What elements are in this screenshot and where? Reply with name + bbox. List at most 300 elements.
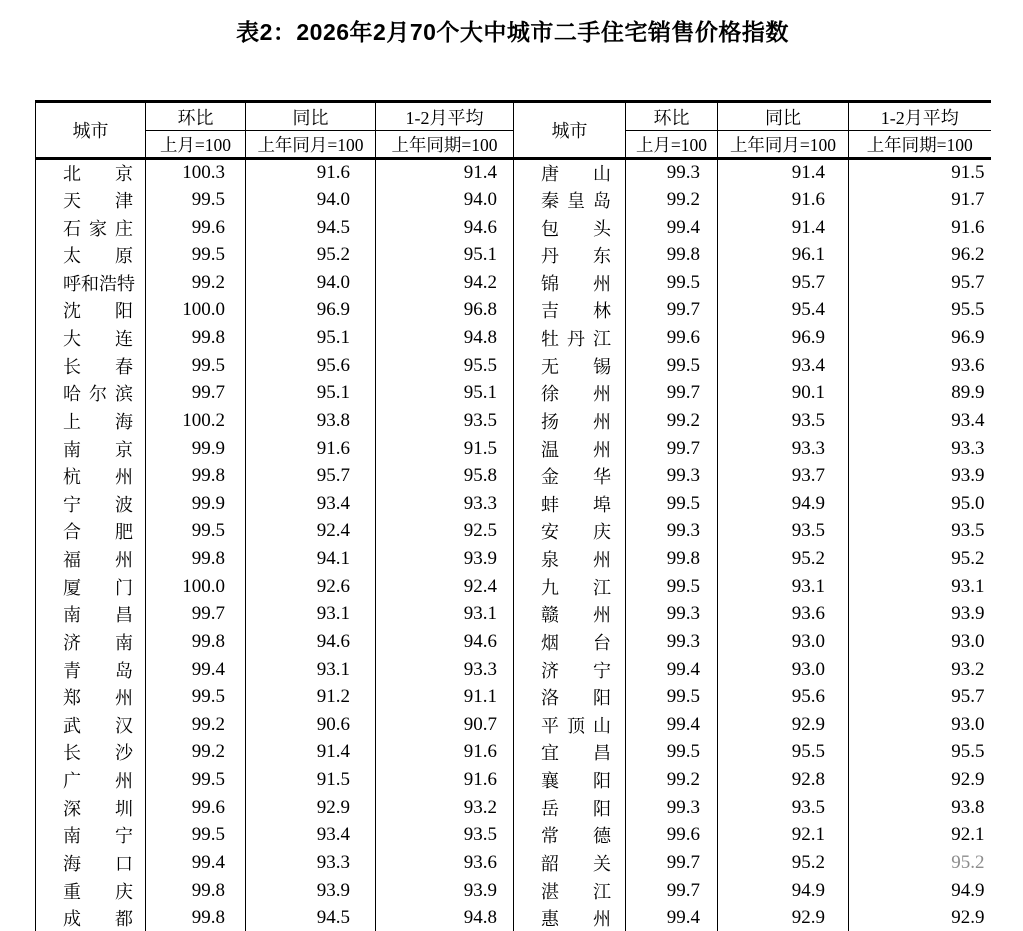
mom-value-right: 99.5	[626, 573, 718, 601]
city-cell-left	[36, 380, 146, 408]
mom-value-left: 100.0	[146, 573, 246, 601]
yoy-value-right: 95.2	[718, 545, 849, 573]
city-name	[63, 795, 133, 821]
mom-value-left: 99.5	[146, 683, 246, 711]
mom-value-right: 99.8	[626, 545, 718, 573]
city-name	[63, 684, 133, 710]
city-name	[541, 380, 611, 406]
city-cell-right	[514, 490, 626, 518]
city-name-char: 尔	[89, 384, 107, 405]
city-name	[63, 463, 133, 489]
avg-value-left: 92.5	[376, 518, 514, 546]
city-name	[63, 739, 133, 765]
city-name-char: 原	[115, 246, 133, 267]
avg-value-right: 93.6	[951, 354, 985, 376]
mom-value-right: 99.2	[626, 766, 718, 794]
avg-value-left: 91.6	[376, 739, 514, 767]
city-name-char: 无	[541, 356, 559, 377]
city-cell-right	[514, 407, 626, 435]
mom-value-right: 99.4	[626, 214, 718, 242]
table-row	[36, 794, 991, 822]
table-row	[36, 601, 991, 629]
city-name-char: 州	[115, 467, 133, 488]
mom-value-right: 99.5	[626, 739, 718, 767]
city-name-char: 郑	[63, 688, 81, 709]
city-name-char: 宁	[115, 826, 133, 847]
avg-value-left: 93.9	[376, 877, 514, 905]
avg-value-right: 94.9	[951, 879, 985, 901]
city-name	[541, 712, 611, 738]
city-cell-left	[36, 877, 146, 905]
yoy-value-left: 90.6	[246, 711, 376, 739]
city-name-char: 海	[115, 411, 133, 432]
avg-value-right: 93.9	[951, 465, 985, 487]
city-name-char: 皇	[567, 190, 585, 211]
mom-group-header-left: 环比	[146, 102, 246, 131]
city-name	[541, 850, 611, 876]
mom-value-right: 99.8	[626, 241, 718, 269]
city-name	[63, 657, 133, 683]
city-cell-left	[36, 904, 146, 931]
city-name-char: 牡	[541, 329, 559, 350]
city-name-char: 宜	[541, 743, 559, 764]
table-row	[36, 186, 991, 214]
avg-value-left: 93.9	[376, 545, 514, 573]
table-row	[36, 159, 991, 187]
city-name-char: 埠	[593, 494, 611, 515]
avg-value-right: 91.5	[951, 162, 985, 184]
city-name-char: 浩	[99, 273, 117, 294]
mom-value-left: 99.9	[146, 435, 246, 463]
city-name	[63, 436, 133, 462]
city-cell-right	[514, 545, 626, 573]
mom-value-left: 99.7	[146, 380, 246, 408]
mom-value-right: 99.6	[626, 324, 718, 352]
avg-value-right: 95.5	[951, 299, 985, 321]
avg-value-right: 93.1	[951, 575, 985, 597]
yoy-value-right: 94.9	[718, 490, 849, 518]
avg-value-right: 93.4	[951, 409, 985, 431]
city-name-char: 岛	[593, 190, 611, 211]
city-name	[63, 546, 133, 572]
avg-value-right: 93.9	[951, 603, 985, 625]
avg-value-left: 92.4	[376, 573, 514, 601]
avg-sub-header-left: 上年同期=100	[376, 131, 514, 159]
avg-value-right: 91.6	[951, 216, 985, 238]
city-cell-left	[36, 518, 146, 546]
mom-value-right: 99.7	[626, 380, 718, 408]
city-cell-right	[514, 159, 626, 187]
city-cell-left	[36, 159, 146, 187]
yoy-value-right: 93.5	[718, 794, 849, 822]
city-name	[63, 380, 133, 406]
city-name-char: 哈	[63, 384, 81, 405]
city-name-char: 长	[63, 743, 81, 764]
yoy-value-left: 91.4	[246, 739, 376, 767]
city-cell-left	[36, 297, 146, 325]
city-name-char: 沈	[63, 301, 81, 322]
city-name-char: 津	[115, 190, 133, 211]
yoy-value-right: 92.9	[718, 711, 849, 739]
city-cell-right	[514, 849, 626, 877]
mom-value-left: 99.5	[146, 766, 246, 794]
city-name	[63, 629, 133, 655]
mom-value-right: 99.7	[626, 877, 718, 905]
avg-value-right: 92.9	[951, 769, 985, 791]
city-cell-left	[36, 794, 146, 822]
table-row	[36, 656, 991, 684]
avg-value-left: 91.4	[376, 159, 514, 187]
city-cell-left	[36, 822, 146, 850]
avg-value-left: 95.1	[376, 241, 514, 269]
avg-value-right: 92.9	[951, 907, 985, 929]
city-name-char: 沙	[115, 743, 133, 764]
yoy-sub-header-left: 上年同月=100	[246, 131, 376, 159]
yoy-value-right: 95.6	[718, 683, 849, 711]
city-name	[541, 574, 611, 600]
yoy-value-left: 96.9	[246, 297, 376, 325]
city-name-char: 昌	[593, 743, 611, 764]
city-name-char: 圳	[115, 798, 133, 819]
mom-value-left: 99.8	[146, 324, 246, 352]
avg-value-right: 95.2	[951, 548, 985, 570]
city-cell-right	[514, 269, 626, 297]
city-name	[63, 822, 133, 848]
table-row	[36, 683, 991, 711]
avg-value-right: 93.0	[951, 713, 985, 735]
yoy-value-right: 91.4	[718, 214, 849, 242]
city-name	[63, 878, 133, 904]
city-name-char: 门	[115, 577, 133, 598]
city-name-char: 连	[115, 329, 133, 350]
avg-value-left: 95.5	[376, 352, 514, 380]
city-name-char: 广	[63, 771, 81, 792]
yoy-value-left: 93.4	[246, 490, 376, 518]
header-sub-row	[36, 131, 991, 159]
city-cell-right	[514, 766, 626, 794]
city-cell-left	[36, 545, 146, 573]
city-name-char: 吉	[541, 301, 559, 322]
city-cell-right	[514, 435, 626, 463]
avg-group-header-left: 1-2月平均	[376, 102, 514, 131]
page-title: 表2：2026年2月70个大中城市二手住宅销售价格指数	[236, 19, 789, 45]
city-name-char: 州	[593, 605, 611, 626]
table-row	[36, 380, 991, 408]
mom-value-right: 99.7	[626, 297, 718, 325]
mom-value-left: 99.9	[146, 490, 246, 518]
city-name-char: 丹	[567, 329, 585, 350]
avg-value-left: 93.1	[376, 601, 514, 629]
city-name-char: 山	[593, 715, 611, 736]
city-name-char: 波	[115, 494, 133, 515]
mom-value-left: 99.8	[146, 545, 246, 573]
city-name-char: 林	[593, 301, 611, 322]
city-name	[541, 905, 611, 931]
yoy-value-left: 95.2	[246, 241, 376, 269]
yoy-value-right: 95.5	[718, 739, 849, 767]
avg-value-left: 93.5	[376, 822, 514, 850]
mom-value-left: 99.5	[146, 822, 246, 850]
city-name-char: 阳	[593, 771, 611, 792]
city-name-char: 家	[89, 218, 107, 239]
city-name-char: 宁	[63, 494, 81, 515]
city-name-char: 秦	[541, 190, 559, 211]
city-cell-right	[514, 462, 626, 490]
city-name-char: 州	[593, 439, 611, 460]
city-name-char: 阳	[115, 301, 133, 322]
yoy-value-right: 92.8	[718, 766, 849, 794]
avg-value-right: 93.0	[951, 630, 985, 652]
yoy-value-left: 93.9	[246, 877, 376, 905]
mom-value-left: 99.6	[146, 794, 246, 822]
mom-value-right: 99.3	[626, 628, 718, 656]
city-cell-right	[514, 518, 626, 546]
city-name	[541, 795, 611, 821]
yoy-value-left: 94.0	[246, 269, 376, 297]
city-name-char: 杭	[63, 467, 81, 488]
mom-value-right: 99.3	[626, 462, 718, 490]
table-row	[36, 214, 991, 242]
mom-value-left: 99.7	[146, 601, 246, 629]
city-name-char: 厦	[63, 577, 81, 598]
city-name	[541, 436, 611, 462]
city-cell-left	[36, 352, 146, 380]
city-name	[541, 878, 611, 904]
avg-value-right: 91.7	[951, 188, 985, 210]
city-name-char: 阳	[593, 798, 611, 819]
city-cell-right	[514, 324, 626, 352]
city-name-char: 州	[593, 909, 611, 930]
city-name-char: 南	[63, 826, 81, 847]
city-cell-right	[514, 214, 626, 242]
table-row	[36, 352, 991, 380]
avg-value-left: 93.2	[376, 794, 514, 822]
table-row	[36, 324, 991, 352]
avg-value-left: 96.8	[376, 297, 514, 325]
avg-value-left: 94.0	[376, 186, 514, 214]
yoy-value-right: 93.1	[718, 573, 849, 601]
mom-value-right: 99.7	[626, 849, 718, 877]
yoy-value-right: 91.6	[718, 186, 849, 214]
city-name	[63, 325, 133, 351]
mom-value-left: 99.5	[146, 352, 246, 380]
table-row	[36, 518, 991, 546]
city-name-char: 重	[63, 881, 81, 902]
yoy-value-left: 95.6	[246, 352, 376, 380]
mom-value-right: 99.3	[626, 601, 718, 629]
yoy-value-left: 94.6	[246, 628, 376, 656]
yoy-value-right: 93.0	[718, 656, 849, 684]
city-name-char: 华	[593, 467, 611, 488]
yoy-value-right: 94.9	[718, 877, 849, 905]
city-name-char: 唐	[541, 164, 559, 185]
city-cell-right	[514, 573, 626, 601]
mom-value-right: 99.5	[626, 352, 718, 380]
city-name-char: 庆	[593, 522, 611, 543]
city-name-char: 长	[63, 356, 81, 377]
table-row	[36, 849, 991, 877]
city-name-char: 襄	[541, 771, 559, 792]
city-cell-right	[514, 601, 626, 629]
table-row	[36, 269, 991, 297]
city-cell-left	[36, 269, 146, 297]
city-name	[541, 297, 611, 323]
city-name-char: 台	[593, 632, 611, 653]
city-name-char: 天	[63, 190, 81, 211]
table-row	[36, 904, 991, 931]
table-body	[36, 159, 991, 931]
avg-value-left: 91.5	[376, 435, 514, 463]
city-cell-left	[36, 628, 146, 656]
city-name	[63, 408, 133, 434]
yoy-value-left: 91.5	[246, 766, 376, 794]
table-row	[36, 877, 991, 905]
table-row	[36, 711, 991, 739]
city-name	[541, 767, 611, 793]
yoy-value-right: 96.9	[718, 324, 849, 352]
yoy-value-left: 95.7	[246, 462, 376, 490]
yoy-value-right: 95.7	[718, 269, 849, 297]
yoy-value-right: 93.7	[718, 462, 849, 490]
table-row	[36, 739, 991, 767]
mom-value-left: 99.8	[146, 462, 246, 490]
avg-value-left: 93.5	[376, 407, 514, 435]
city-name-char: 洛	[541, 688, 559, 709]
mom-value-right: 99.4	[626, 656, 718, 684]
yoy-value-right: 95.4	[718, 297, 849, 325]
city-name-char: 州	[115, 771, 133, 792]
city-name-char: 赣	[541, 605, 559, 626]
city-name-char: 州	[115, 688, 133, 709]
city-name-char: 特	[117, 273, 135, 294]
city-name	[541, 325, 611, 351]
city-name-char: 北	[63, 164, 81, 185]
city-name-char: 春	[115, 356, 133, 377]
city-name-char: 关	[593, 853, 611, 874]
city-name-char: 武	[63, 715, 81, 736]
city-name	[63, 297, 133, 323]
avg-value-left: 95.1	[376, 380, 514, 408]
yoy-value-left: 95.1	[246, 324, 376, 352]
avg-value-left: 94.8	[376, 904, 514, 931]
table-row	[36, 407, 991, 435]
city-cell-right	[514, 739, 626, 767]
mom-value-left: 99.2	[146, 739, 246, 767]
city-cell-right	[514, 380, 626, 408]
avg-value-left: 90.7	[376, 711, 514, 739]
avg-sub-header-right: 上年同期=100	[849, 131, 991, 159]
city-name-char: 石	[63, 218, 81, 239]
yoy-value-left: 91.6	[246, 435, 376, 463]
city-name-char: 宁	[593, 660, 611, 681]
mom-value-left: 99.8	[146, 904, 246, 931]
city-name-char: 口	[115, 853, 133, 874]
city-name	[541, 629, 611, 655]
mom-value-right: 99.3	[626, 159, 718, 187]
price-index-table	[35, 100, 991, 931]
city-name	[63, 215, 133, 241]
table-row	[36, 241, 991, 269]
avg-value-left: 94.8	[376, 324, 514, 352]
avg-value-left: 91.6	[376, 766, 514, 794]
city-name-char: 蚌	[541, 494, 559, 515]
mom-value-left: 99.2	[146, 269, 246, 297]
city-name	[541, 657, 611, 683]
city-name-char: 泉	[541, 550, 559, 571]
city-name-char: 都	[115, 909, 133, 930]
table-row	[36, 545, 991, 573]
yoy-value-left: 93.4	[246, 822, 376, 850]
yoy-value-right: 91.4	[718, 159, 849, 187]
city-name-char: 京	[115, 439, 133, 460]
city-name-char: 常	[541, 826, 559, 847]
city-name	[63, 353, 133, 379]
city-name	[63, 160, 133, 186]
city-name	[541, 546, 611, 572]
city-cell-right	[514, 822, 626, 850]
avg-value-right: 95.0	[951, 492, 985, 514]
yoy-value-left: 94.1	[246, 545, 376, 573]
yoy-group-header-left: 同比	[246, 102, 376, 131]
mom-value-left: 99.4	[146, 656, 246, 684]
yoy-value-right: 93.5	[718, 407, 849, 435]
mom-value-right: 99.7	[626, 435, 718, 463]
city-cell-left	[36, 683, 146, 711]
city-cell-left	[36, 739, 146, 767]
city-name-char: 京	[115, 164, 133, 185]
yoy-value-left: 92.4	[246, 518, 376, 546]
table-row	[36, 573, 991, 601]
city-name	[541, 601, 611, 627]
mom-value-left: 100.3	[146, 159, 246, 187]
city-name	[541, 491, 611, 517]
header-group-row	[36, 102, 991, 131]
city-name	[541, 215, 611, 241]
mom-value-left: 100.2	[146, 407, 246, 435]
city-name-char: 扬	[541, 411, 559, 432]
yoy-group-header-right: 同比	[718, 102, 849, 131]
table-row	[36, 628, 991, 656]
avg-value-right: 96.2	[951, 244, 985, 266]
avg-value-right: 93.3	[951, 437, 985, 459]
city-name-char: 安	[541, 522, 559, 543]
avg-value-left: 94.6	[376, 214, 514, 242]
city-name-char: 湛	[541, 881, 559, 902]
city-name-char: 江	[593, 577, 611, 598]
city-name	[541, 463, 611, 489]
avg-value-right: 95.2	[951, 851, 985, 873]
yoy-value-right: 93.6	[718, 601, 849, 629]
city-name-char: 庄	[115, 218, 133, 239]
city-name-char: 福	[63, 550, 81, 571]
avg-value-right: 95.7	[951, 271, 985, 293]
yoy-value-left: 92.9	[246, 794, 376, 822]
avg-value-right: 95.7	[951, 686, 985, 708]
mom-value-left: 99.5	[146, 186, 246, 214]
city-cell-left	[36, 573, 146, 601]
avg-value-right: 92.1	[951, 824, 985, 846]
city-name-char: 平	[541, 715, 559, 736]
city-cell-left	[36, 766, 146, 794]
city-name-char: 江	[593, 881, 611, 902]
table-row	[36, 297, 991, 325]
city-name	[541, 353, 611, 379]
city-name-char: 南	[63, 439, 81, 460]
city-name-char: 州	[115, 550, 133, 571]
city-name-char: 锡	[593, 356, 611, 377]
mom-value-left: 100.0	[146, 297, 246, 325]
city-name-char: 成	[63, 909, 81, 930]
